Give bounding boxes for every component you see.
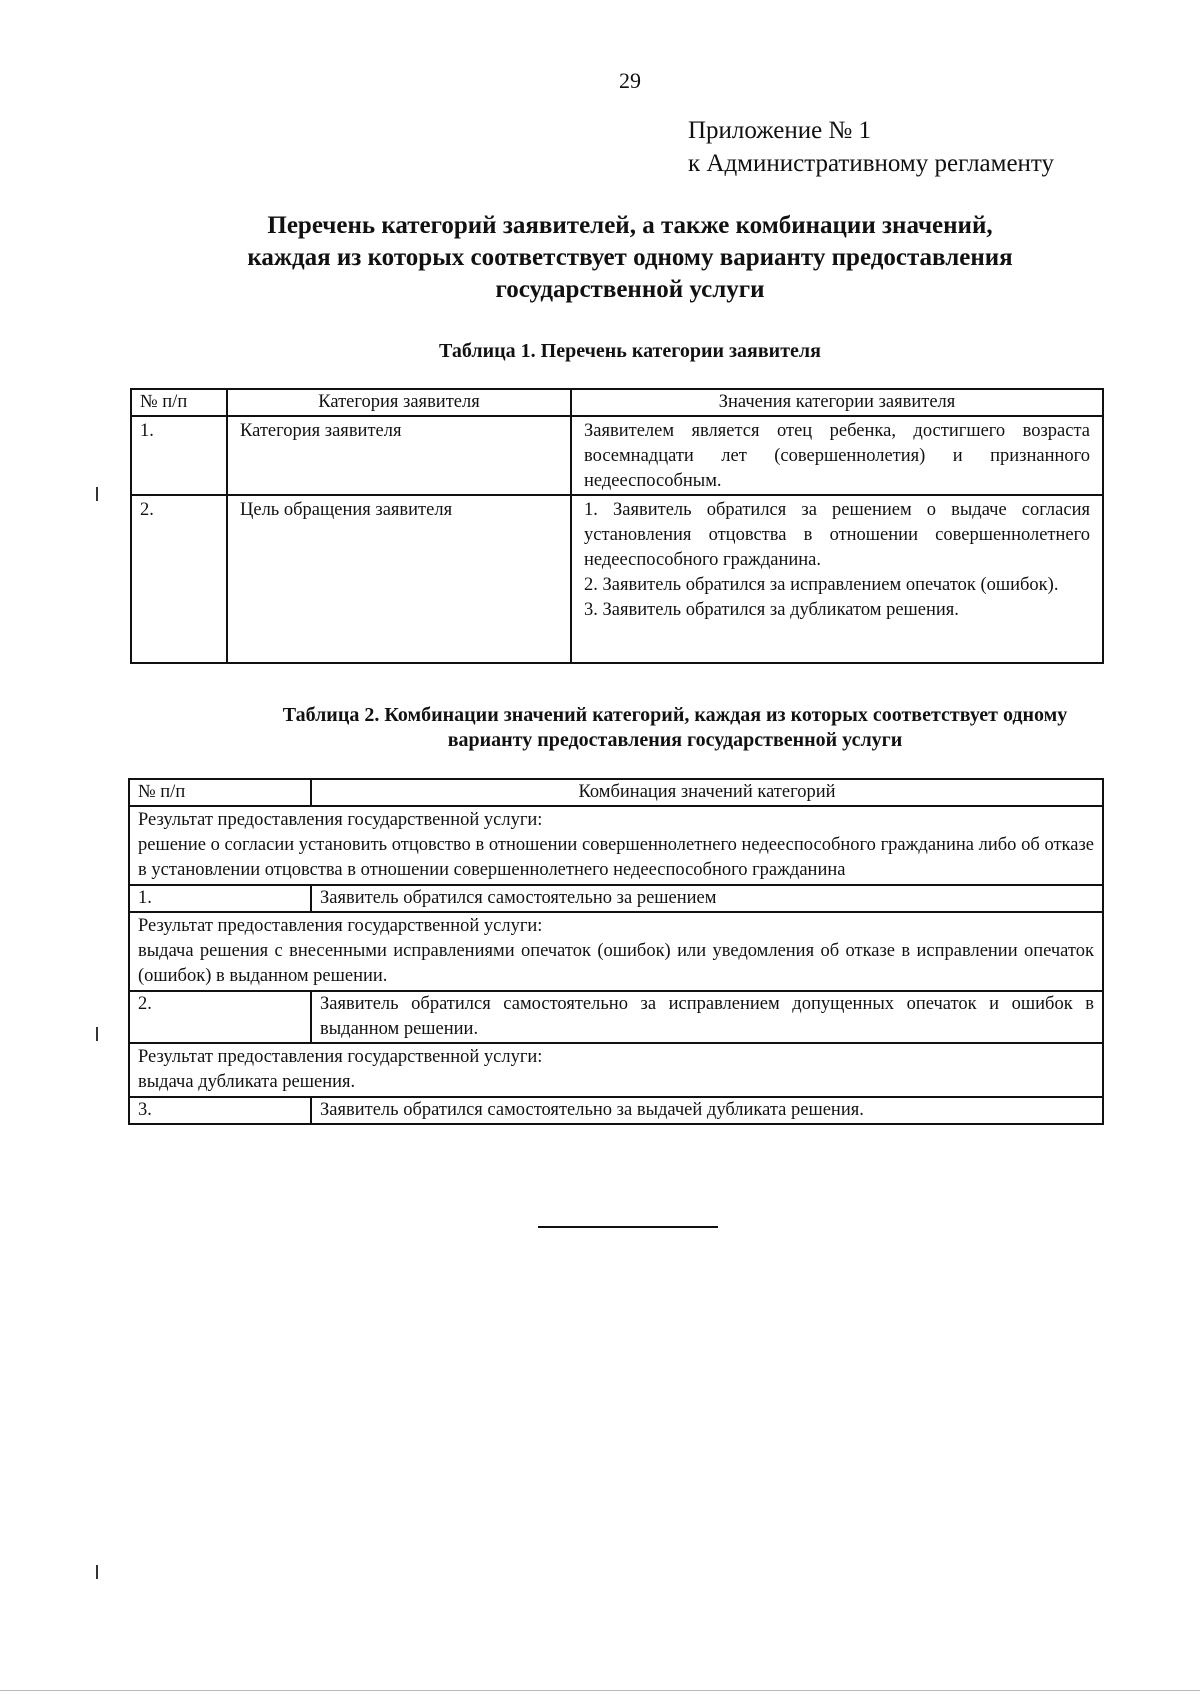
table-2-caption-line-2: варианту предоставления государственной услуги [447, 729, 903, 751]
category-value-item-2: 2. Заявитель обратился за исправлением опечаток (ошибок). [584, 575, 1059, 595]
table-row [129, 1097, 1103, 1124]
service-result [129, 912, 1103, 991]
table-2-category-combinations [128, 778, 1104, 1125]
table-1-header-values: Значения категории заявителя [571, 389, 1103, 416]
result-row [129, 1043, 1103, 1097]
service-result-text: решение о согласии установить отцовство в отношении совершеннолетнего недееспособного гражданина либо об отказе в установлении отцовства в отношении совершеннолетнего недееспособного гражданина [138, 835, 1094, 880]
row-number: 2. [129, 991, 311, 1043]
binding-mark [96, 487, 98, 501]
category-name: Цель обращения заявителя [227, 495, 571, 663]
table-1-header-row [131, 389, 1103, 416]
table-1-header-category: Категория заявителя [227, 389, 571, 416]
service-result-text: выдача решения с внесенными исправлениями опечаток (ошибок) или уведомления об отказе в исправлении опечаток (ошибок) в выданном решении. [138, 941, 1094, 986]
binding-mark [96, 1027, 98, 1041]
table-2-header-row [129, 779, 1103, 806]
table-2-header-num: № п/п [129, 779, 311, 806]
end-of-document-rule [538, 1226, 718, 1228]
category-combination: Заявитель обратился самостоятельно за исправлением допущенных опечаток и ошибок в выданном решении. [311, 991, 1103, 1043]
table-1-header-num: № п/п [131, 389, 227, 416]
service-result [129, 1043, 1103, 1097]
document-title [170, 210, 1090, 306]
category-value [571, 416, 1103, 495]
appendix-line-2: к Административному регламенту [688, 150, 1055, 177]
service-result [129, 806, 1103, 885]
row-number: 1. [129, 885, 311, 912]
title-line-2: каждая из которых соответствует одному варианту предоставления [247, 244, 1013, 271]
service-result-label: Результат предоставления государственной услуги: [138, 916, 543, 936]
table-row [129, 885, 1103, 912]
result-row [129, 912, 1103, 991]
category-value-item-3: 3. Заявитель обратился за дубликатом решения. [584, 600, 959, 620]
table-2-caption [180, 703, 1170, 753]
service-result-text: выдача дубликата решения. [138, 1072, 356, 1092]
appendix-header [688, 114, 1054, 180]
result-row [129, 806, 1103, 885]
title-line-1: Перечень категорий заявителей, а также комбинации значений, [267, 212, 993, 239]
scan-edge-line [0, 1690, 1200, 1691]
table-row [131, 416, 1103, 495]
category-combination: Заявитель обратился самостоятельно за решением [311, 885, 1103, 912]
category-value-item-1: 1. Заявитель обратился за решением о выдаче согласия установления отцовства в отношении совершеннолетнего недееспособного гражданина. [584, 500, 1090, 570]
row-number: 1. [131, 416, 227, 495]
service-result-label: Результат предоставления государственной услуги: [138, 810, 543, 830]
category-name: Категория заявителя [227, 416, 571, 495]
category-value [571, 495, 1103, 663]
binding-mark [96, 1565, 98, 1579]
table-row [129, 991, 1103, 1043]
table-2-caption-line-1: Таблица 2. Комбинации значений категорий, каждая из которых соответствует одному [282, 704, 1068, 726]
table-1-applicant-categories [130, 388, 1104, 664]
category-value-text: Заявителем является отец ребенка, достигшего возраста восемнадцати лет (совершеннолетия) и признанного недееспособным. [584, 421, 1090, 491]
title-line-3: государственной услуги [495, 276, 765, 303]
category-combination: Заявитель обратился самостоятельно за выдачей дубликата решения. [311, 1097, 1103, 1124]
table-2-header-combination: Комбинация значений категорий [311, 779, 1103, 806]
page-number: 29 [619, 68, 641, 93]
row-number: 2. [131, 495, 227, 663]
row-number: 3. [129, 1097, 311, 1124]
table-1-caption: Таблица 1. Перечень категории заявителя [439, 340, 821, 362]
appendix-line-1: Приложение № 1 [688, 117, 872, 144]
table-row [131, 495, 1103, 663]
service-result-label: Результат предоставления государственной услуги: [138, 1047, 543, 1067]
